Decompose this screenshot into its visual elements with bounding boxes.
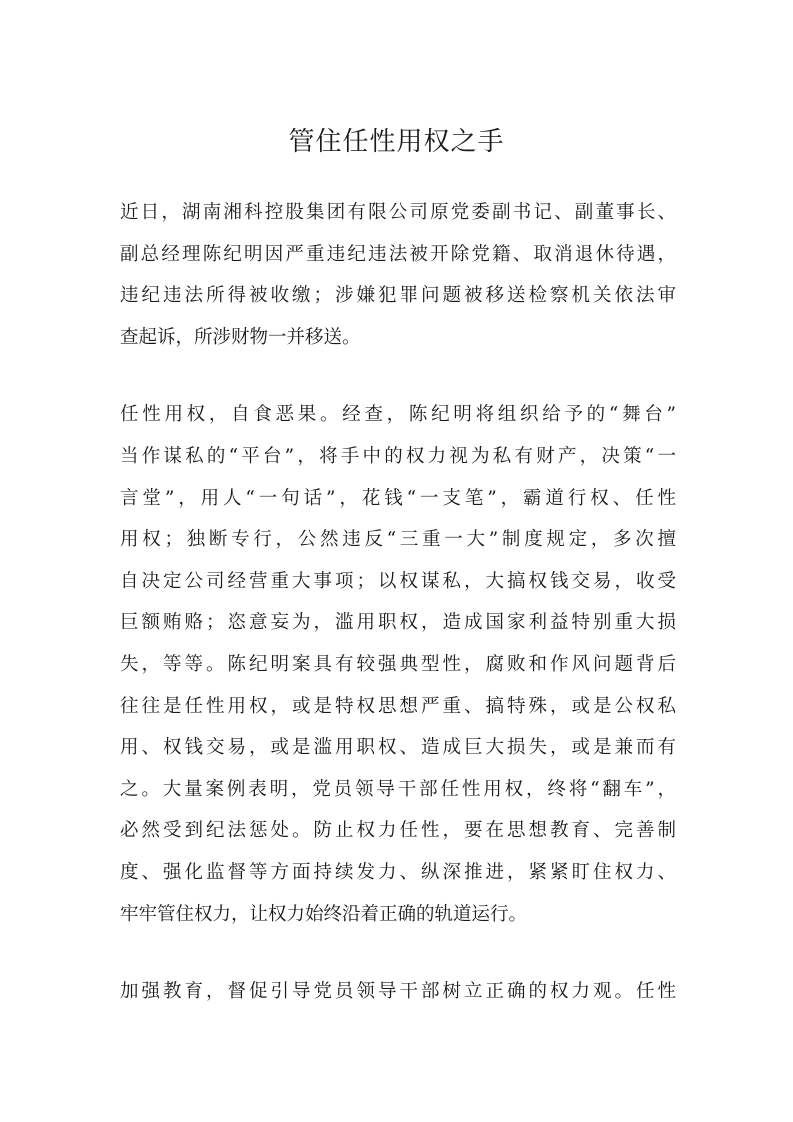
paragraph-2	[120, 394, 676, 935]
text-line: 近日，湖南湘科控股集团有限公司原党委副书记、副董事长、	[120, 202, 676, 223]
text-line: 巨额贿赂；恣意妄为，滥用职权，造成国家利益特别重大损	[120, 612, 676, 634]
paragraph-3	[120, 971, 676, 1013]
document-body	[120, 192, 676, 1049]
text-line: 失，等等。陈纪明案具有较强典型性，腐败和作风问题背后	[120, 653, 676, 675]
text-line: 言堂”，用人“一句话”，花钱“一支笔”，霸道行权、任性	[120, 487, 676, 509]
text-line: 违纪违法所得被收缴；涉嫌犯罪问题被移送检察机关依法审	[120, 285, 676, 307]
document-title: 管住任性用权之手	[288, 127, 505, 157]
text-line: 当作谋私的“平台”，将手中的权力视为私有财产，决策“一	[120, 445, 676, 467]
text-line: 往往是任性用权，或是特权思想严重、搞特殊，或是公权私	[120, 695, 676, 717]
text-line: 必然受到纪法惩处。防止权力任性，要在思想教育、完善制	[120, 820, 676, 842]
text-line: 用、权钱交易，或是滥用职权、造成巨大损失，或是兼而有	[120, 737, 676, 759]
text-line: 副总经理陈纪明因严重违纪违法被开除党籍、取消退休待遇，	[120, 243, 676, 265]
text-line: 用权；独断专行，公然违反“三重一大”制度规定，多次擅	[120, 529, 676, 551]
paragraph-1	[120, 192, 676, 358]
text-line: 之。大量案例表明，党员领导干部任性用权，终将“翻车”，	[120, 778, 676, 800]
text-line: 任性用权，自食恶果。经查，陈纪明将组织给予的“舞台”	[120, 404, 676, 426]
text-line: 度、强化监督等方面持续发力、纵深推进，紧紧盯住权力、	[120, 861, 676, 883]
text-line: 自决定公司经营重大事项；以权谋私，大搞权钱交易，收受	[120, 570, 676, 592]
text-line: 加强教育，督促引导党员领导干部树立正确的权力观。任性	[120, 981, 676, 1003]
text-line: 牢牢管住权力，让权力始终沿着正确的轨道运行。	[120, 903, 528, 925]
text-line: 查起诉，所涉财物一并移送。	[120, 326, 361, 348]
